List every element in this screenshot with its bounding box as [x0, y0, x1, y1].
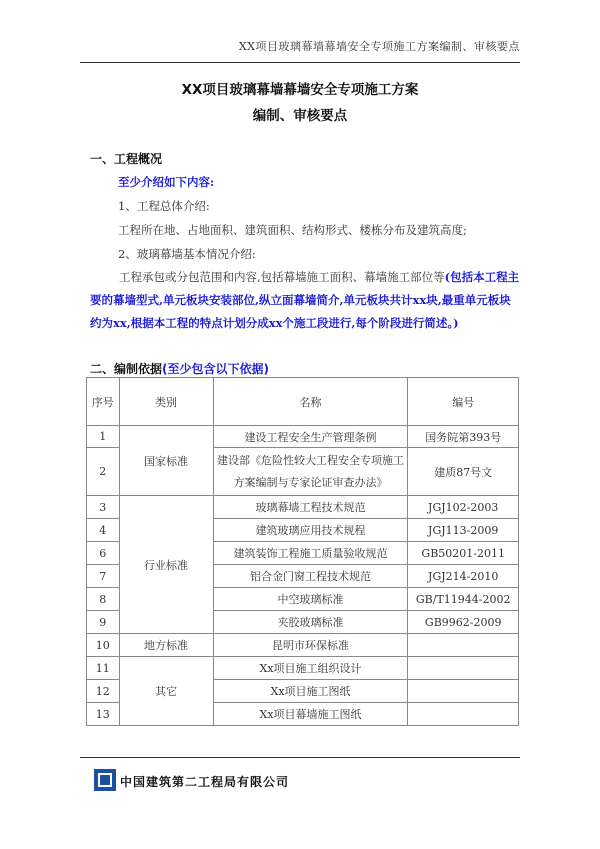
row-code	[408, 634, 519, 657]
running-title: XX项目玻璃幕墙幕墙安全专项施工方案编制、审核要点	[238, 40, 520, 53]
table-header-row	[87, 378, 519, 426]
row-no: 13	[87, 703, 120, 726]
table-row	[87, 496, 519, 519]
section2-heading	[90, 360, 269, 377]
item2-body-blue: (包括本工程主要的幕墙型式,单元板块安装部位,纵立面幕墙简介,单元板块共计xx块,最重单元板块约为xx,根据本工程的特点计划分成xx个施工段进行,每个阶段进行简述。)	[90, 270, 520, 330]
row-code: 建质87号文	[408, 448, 519, 496]
row-no: 9	[87, 611, 120, 634]
section1-item2: 2、玻璃幕墙基本情况介绍:	[118, 247, 256, 261]
section1-item2-body	[90, 266, 520, 335]
section2-heading-note: (至少包含以下依据)	[162, 362, 269, 376]
row-code	[408, 680, 519, 703]
row-name: 夹胶玻璃标准	[213, 611, 408, 634]
row-name: Xx项目幕墙施工图纸	[213, 703, 408, 726]
document-title: XX项目玻璃幕墙幕墙安全专项施工方案	[181, 82, 419, 98]
row-no: 4	[87, 519, 120, 542]
row-no: 7	[87, 565, 120, 588]
row-name: 铝合金门窗工程技术规范	[213, 565, 408, 588]
section1-item1-body: 工程所在地、占地面积、建筑面积、结构形式、楼栋分布及建筑高度;	[118, 223, 467, 237]
document-subtitle: 编制、审核要点	[252, 108, 348, 124]
col-header-code: 编号	[408, 378, 519, 426]
row-no: 8	[87, 588, 120, 611]
table-row	[87, 426, 519, 448]
row-name: 建筑装饰工程施工质量验收规范	[213, 542, 408, 565]
category-local: 地方标准	[119, 634, 213, 657]
col-header-name: 名称	[213, 378, 408, 426]
row-name: 昆明市环保标准	[213, 634, 408, 657]
table-row	[87, 634, 519, 657]
section1-heading: 一、工程概况	[90, 152, 163, 166]
row-code: GB50201-2011	[408, 542, 519, 565]
col-header-category: 类别	[119, 378, 213, 426]
header-rule	[80, 0, 520, 63]
row-no: 12	[87, 680, 120, 703]
row-code: GB9962-2009	[408, 611, 519, 634]
table-row	[87, 657, 519, 680]
row-no: 10	[87, 634, 120, 657]
section2-heading-text: 二、编制依据	[90, 362, 163, 376]
basis-table	[86, 377, 519, 726]
footer-rule	[80, 757, 520, 758]
row-no: 2	[87, 448, 120, 496]
item2-body-plain: 工程承包或分包范围和内容,包括幕墙施工面积、幕墙施工部位等	[119, 270, 445, 284]
row-code: JGJ102-2003	[408, 496, 519, 519]
row-name: 建设工程安全生产管理条例	[213, 426, 408, 448]
row-name: 玻璃幕墙工程技术规范	[213, 496, 408, 519]
col-header-no: 序号	[87, 378, 120, 426]
row-code	[408, 703, 519, 726]
row-name: Xx项目施工组织设计	[213, 657, 408, 680]
row-code: GB/T11944-2002	[408, 588, 519, 611]
category-other: 其它	[119, 657, 213, 726]
row-code: 国务院第393号	[408, 426, 519, 448]
row-name: Xx项目施工图纸	[213, 680, 408, 703]
section1-item1: 1、工程总体介绍:	[118, 199, 210, 213]
section1-intro: 至少介绍如下内容:	[118, 175, 215, 189]
row-code: JGJ113-2009	[408, 519, 519, 542]
row-no: 1	[87, 426, 120, 448]
company-name: 中国建筑第二工程局有限公司	[120, 775, 290, 789]
row-no: 11	[87, 657, 120, 680]
company-logo-icon	[94, 769, 116, 791]
row-no: 3	[87, 496, 120, 519]
row-code: JGJ214-2010	[408, 565, 519, 588]
row-name: 建设部《危险性较大工程安全专项施工方案编制与专家论证审查办法》	[213, 448, 408, 496]
row-code	[408, 657, 519, 680]
category-industry: 行业标准	[119, 496, 213, 634]
category-national: 国家标准	[119, 426, 213, 496]
row-name: 建筑玻璃应用技术规程	[213, 519, 408, 542]
row-no: 6	[87, 542, 120, 565]
row-name: 中空玻璃标准	[213, 588, 408, 611]
